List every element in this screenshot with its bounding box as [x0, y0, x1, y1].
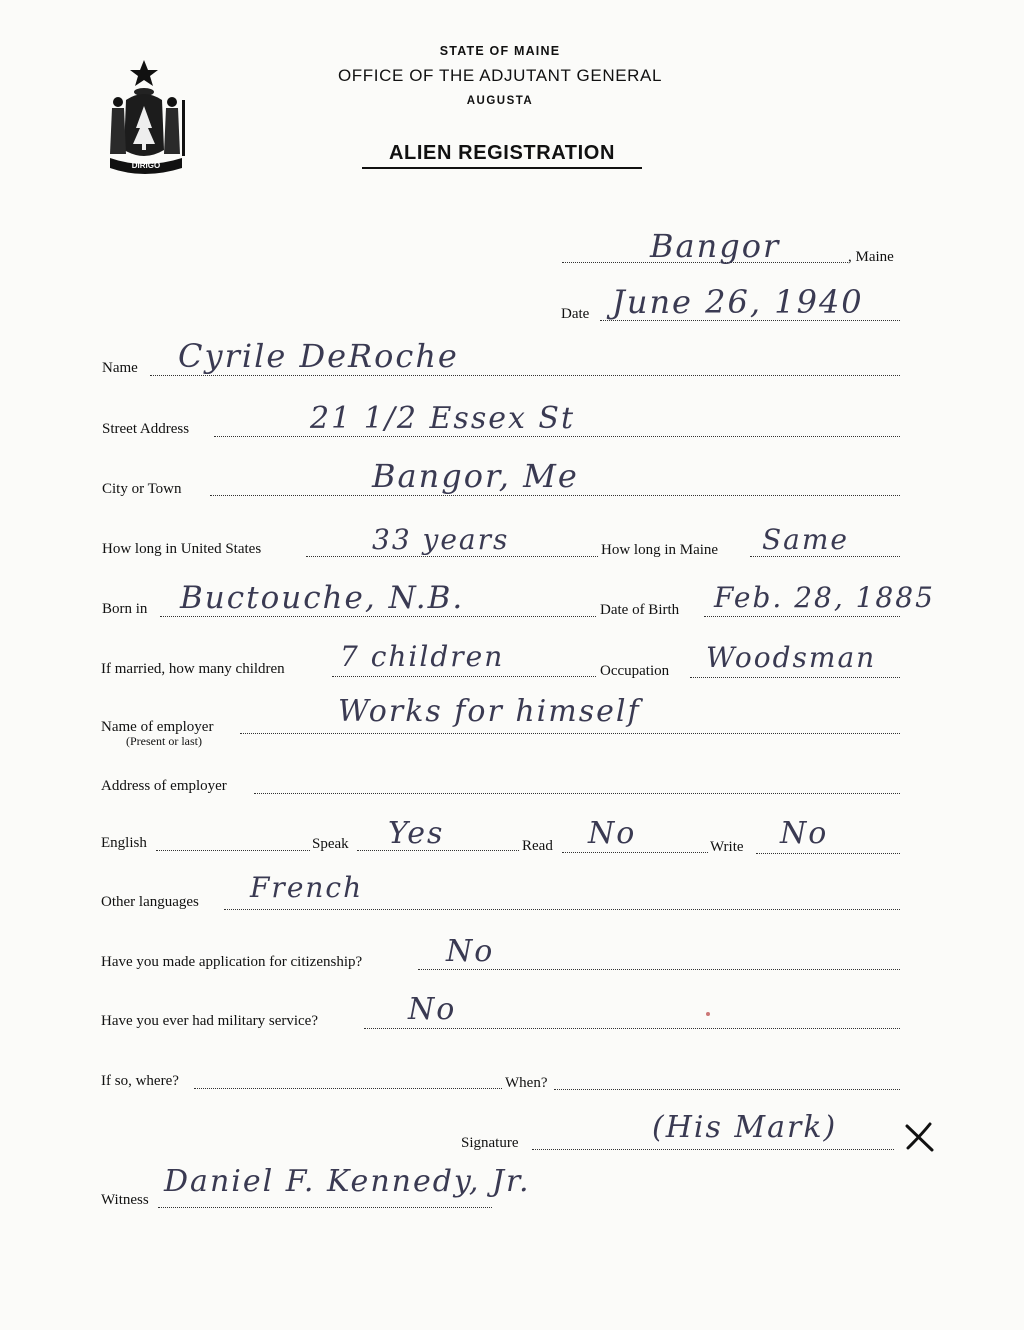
state-seal-icon [106, 58, 210, 176]
witness-line [158, 1207, 492, 1208]
maine-suffix-label: , Maine [848, 249, 894, 265]
employer-address-label: Address of employer [101, 778, 227, 794]
children-value: 7 children [340, 640, 505, 673]
speak-label: Speak [312, 836, 349, 852]
header-office: OFFICE OF THE ADJUTANT GENERAL [337, 66, 663, 85]
employer-name-line [240, 733, 900, 734]
date-label: Date [561, 306, 590, 322]
born-in-value: Buctouche, N.B. [180, 580, 465, 616]
x-mark-icon [902, 1120, 936, 1154]
city-line [210, 495, 900, 496]
how-long-maine-label: How long in Maine [601, 542, 719, 558]
header-state: STATE OF MAINE [439, 44, 561, 58]
witness-label: Witness [101, 1192, 149, 1208]
children-line [332, 676, 596, 677]
write-value: No [780, 816, 829, 851]
military-label: Have you ever had military service? [101, 1013, 318, 1029]
signature-line [532, 1149, 894, 1150]
read-label: Read [522, 838, 553, 854]
street-address-label: Street Address [102, 421, 190, 437]
citizenship-line [418, 969, 900, 970]
name-line [150, 375, 900, 376]
read-line [562, 852, 708, 853]
seal-motto: DIRIGO [131, 161, 161, 170]
city-label: City or Town [102, 481, 182, 497]
if-so-where-label: If so, where? [101, 1073, 179, 1089]
speak-value: Yes [388, 816, 445, 851]
military-value: No [408, 992, 457, 1027]
street-address-line [214, 436, 900, 437]
town-value: Bangor [650, 227, 781, 265]
how-long-us-label: How long in United States [102, 541, 262, 557]
street-address-value: 21 1/2 Essex St [310, 401, 576, 436]
form-title: ALIEN REGISTRATION [362, 142, 642, 169]
english-label: English [101, 835, 147, 851]
employer-name-label: Name of employer [101, 719, 214, 735]
write-line [756, 853, 900, 854]
witness-value: Daniel F. Kennedy, Jr. [164, 1164, 531, 1199]
how-long-maine-value: Same [762, 523, 849, 556]
write-label: Write [710, 839, 744, 855]
occupation-label: Occupation [600, 663, 670, 679]
if-so-where-line [194, 1088, 502, 1089]
date-value: June 26, 1940 [612, 283, 864, 321]
when-line [554, 1089, 900, 1090]
employer-sub-label: (Present or last) [126, 734, 202, 748]
date-of-birth-label: Date of Birth [600, 602, 680, 618]
employer-name-value: Works for himself [338, 694, 641, 729]
employer-address-line [254, 793, 900, 794]
name-value: Cyrile DeRoche [178, 337, 459, 375]
how-long-maine-line [750, 556, 900, 557]
military-line [364, 1028, 900, 1029]
stray-mark [706, 1012, 710, 1016]
city-value: Bangor, Me [372, 457, 579, 495]
citizenship-label: Have you made application for citizenship? [101, 954, 363, 970]
children-label: If married, how many children [101, 661, 285, 677]
other-languages-value: French [250, 871, 364, 904]
other-languages-line [224, 909, 900, 910]
signature-value: (His Mark) [652, 1110, 838, 1145]
signature-label: Signature [461, 1135, 519, 1151]
read-value: No [588, 816, 637, 851]
born-in-line [160, 616, 596, 617]
occupation-line [690, 677, 900, 678]
how-long-us-line [306, 556, 598, 557]
born-in-label: Born in [102, 601, 148, 617]
header-city: AUGUSTA [466, 95, 534, 107]
other-languages-label: Other languages [101, 894, 199, 910]
how-long-us-value: 33 years [372, 523, 510, 556]
date-of-birth-value: Feb. 28, 1885 [714, 581, 935, 614]
name-label: Name [102, 360, 138, 376]
when-label: When? [505, 1075, 548, 1091]
date-of-birth-line [704, 616, 900, 617]
occupation-value: Woodsman [706, 641, 877, 674]
english-line [156, 850, 310, 851]
citizenship-value: No [446, 934, 495, 969]
